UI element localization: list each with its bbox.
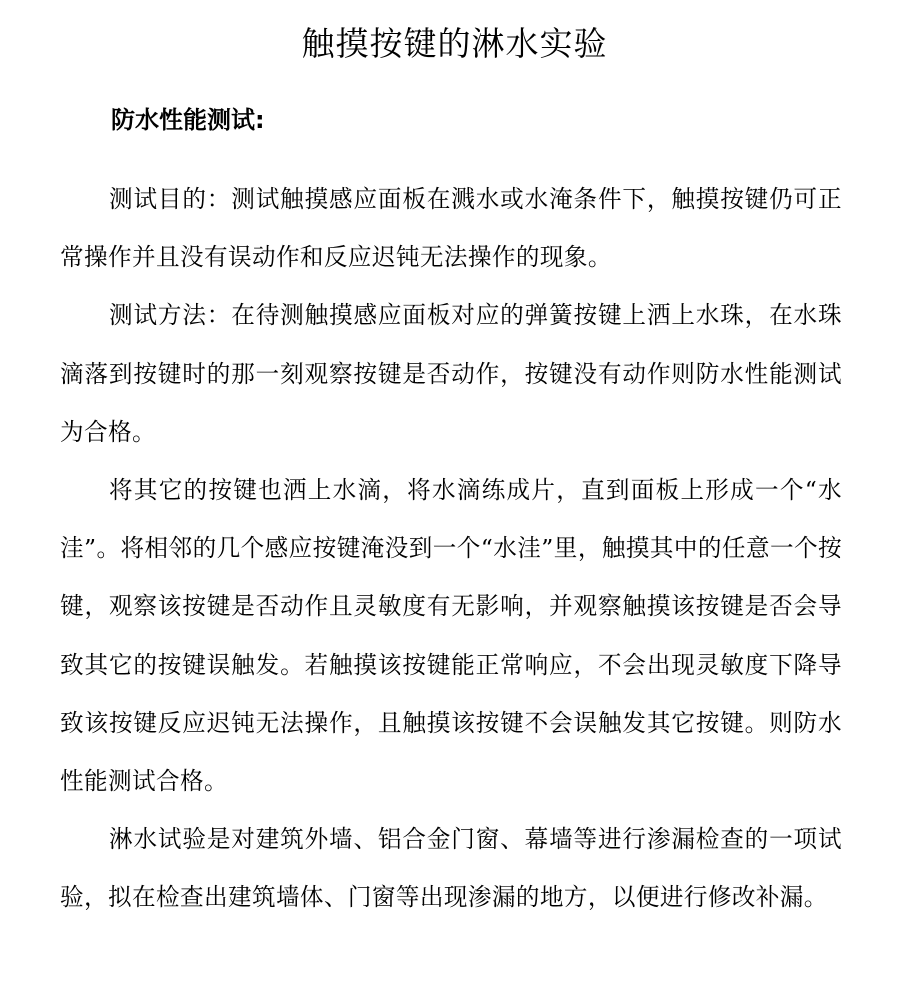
document-title: 触摸按键的淋水实验 xyxy=(301,24,608,63)
paragraph-shower-test-definition: 淋水试验是对建筑外墙、铝合金门窗、幕墙等进行渗漏检查的一项试验，拟在检查出建筑墙体、门窗等出现渗漏的地方，以便进行修改补漏。 xyxy=(60,825,842,912)
paragraph-test-method: 测试方法：在待测触摸感应面板对应的弹簧按键上洒上水珠，在水珠滴落到按键时的那一刻观察按键是否动作，按键没有动作则防水性能测试为合格。 xyxy=(60,301,842,446)
paragraph-test-purpose: 测试目的：测试触摸感应面板在溅水或水淹条件下，触摸按键仍可正常操作并且没有误动作和反应迟钝无法操作的现象。 xyxy=(60,185,842,272)
document-body xyxy=(60,170,842,927)
section-heading: 防水性能测试: xyxy=(111,106,265,134)
paragraph-puddle-test: 将其它的按键也洒上水滴，将水滴练成片，直到面板上形成一个“水洼”。将相邻的几个感应按键淹没到一个“水洼”里，触摸其中的任意一个按键，观察该按键是否动作且灵敏度有无影响，并观察触摸该按键是否会导致其它的按键误触发。若触摸该按键能正常响应，不会出现灵敏度下降导致该按键反应迟钝无法操作，且触摸该按键不会误触发其它按键。则防水性能测试合格。 xyxy=(60,476,842,796)
